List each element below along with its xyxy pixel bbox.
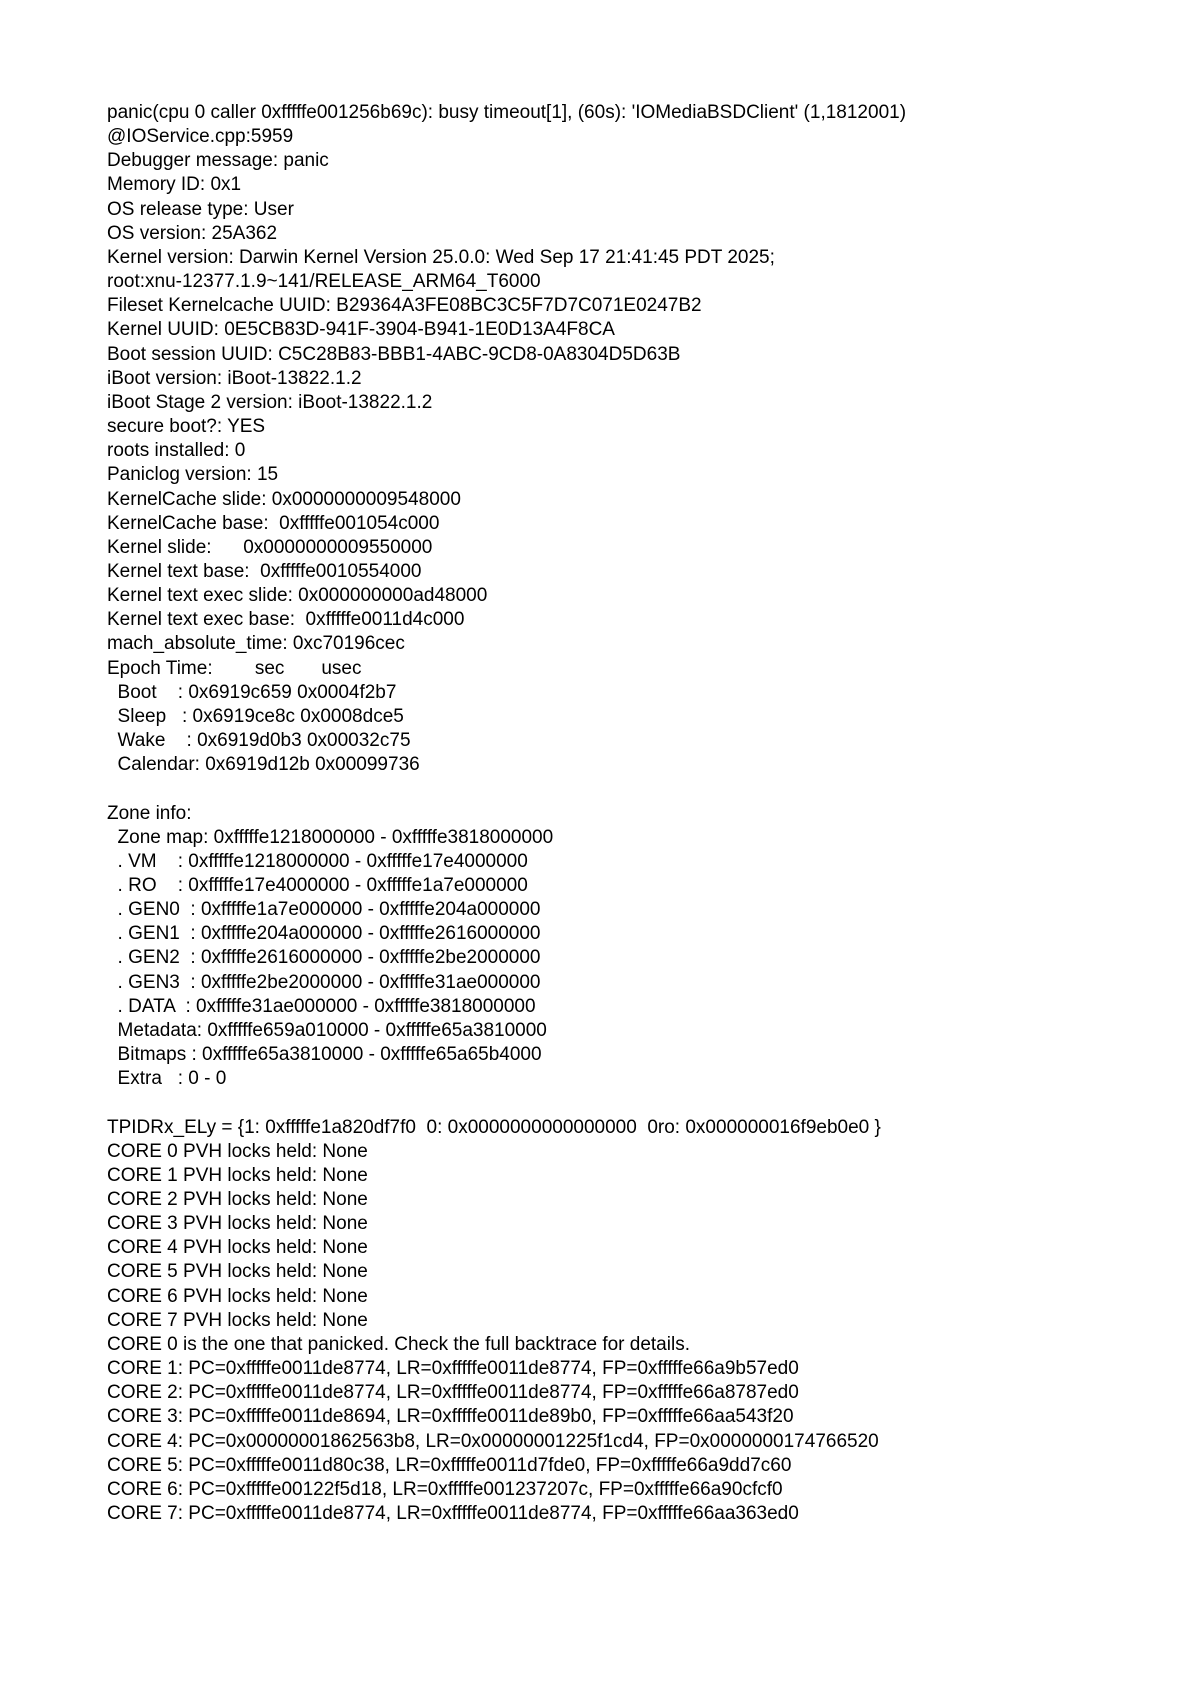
log-line: CORE 4 PVH locks held: None xyxy=(107,1237,368,1259)
log-line: @IOService.cpp:5959 xyxy=(107,126,294,148)
log-line xyxy=(107,1091,1160,1115)
log-line: CORE 2 PVH locks held: None xyxy=(107,1189,368,1210)
log-line: OS version: 25A362 xyxy=(107,222,278,244)
log-line: . GEN0 : 0xfffffe1a7e000000 - 0xfffffe204a000000 xyxy=(107,899,541,921)
log-line: iBoot Stage 2 version: iBoot-13822.1.2 xyxy=(107,391,433,413)
log-line xyxy=(107,777,1160,801)
log-line: CORE 5: PC=0xfffffe0011d80c38, LR=0xfffffe0011d7fde0, FP=0xfffffe66a9dd7c60 xyxy=(107,1454,792,1476)
log-line: Kernel text exec base: 0xfffffe0011d4c000 xyxy=(107,609,465,631)
log-line: secure boot?: YES xyxy=(107,416,266,438)
log-line: CORE 1 PVH locks held: None xyxy=(107,1164,368,1186)
log-line: root:xnu-12377.1.9~141/RELEASE_ARM64_T6000 xyxy=(107,271,541,293)
log-line: Kernel version: Darwin Kernel Version 25.0.0: Wed Sep 17 21:41:45 PDT 2025; xyxy=(107,246,775,268)
log-line: Calendar: 0x6919d12b 0x00099736 xyxy=(107,754,420,776)
log-line: TPIDRx_ELy = {1: 0xfffffe1a820df7f0 0: 0x0000000000000000 0ro: 0x000000016f9eb0e0 } xyxy=(107,1116,881,1138)
log-line: KernelCache base: 0xfffffe001054c000 xyxy=(107,512,440,534)
log-line: Paniclog version: 15 xyxy=(107,464,279,486)
log-line: CORE 7 PVH locks held: None xyxy=(107,1309,368,1331)
log-line: CORE 0 is the one that panicked. Check the full backtrace for details. xyxy=(107,1333,690,1355)
log-line: Boot session UUID: C5C28B83-BBB1-4ABC-9CD8-0A8304D5D63B xyxy=(107,343,681,365)
log-line: CORE 5 PVH locks held: None xyxy=(107,1261,368,1283)
log-line: Bitmaps : 0xfffffe65a3810000 - 0xfffffe65a65b4000 xyxy=(107,1044,542,1066)
log-line: Zone info: xyxy=(107,802,192,824)
log-line: CORE 0 PVH locks held: None xyxy=(107,1140,368,1162)
log-line: mach_absolute_time: 0xc70196cec xyxy=(107,633,405,655)
log-line: OS release type: User xyxy=(107,198,294,220)
log-line: Memory ID: 0x1 xyxy=(107,174,242,196)
log-line: CORE 3: PC=0xfffffe0011de8694, LR=0xfffffe0011de89b0, FP=0xfffffe66aa543f20 xyxy=(107,1406,794,1428)
log-line: Extra : 0 - 0 xyxy=(107,1068,227,1090)
log-line: CORE 1: PC=0xfffffe0011de8774, LR=0xfffffe0011de8774, FP=0xfffffe66a9b57ed0 xyxy=(107,1358,799,1380)
log-line: . RO : 0xfffffe17e4000000 - 0xfffffe1a7e000000 xyxy=(107,874,528,896)
log-line: KernelCache slide: 0x0000000009548000 xyxy=(107,488,461,510)
log-line: Kernel text exec slide: 0x000000000ad48000 xyxy=(107,585,488,607)
log-line: CORE 2: PC=0xfffffe0011de8774, LR=0xfffffe0011de8774, FP=0xfffffe66a8787ed0 xyxy=(107,1382,799,1404)
log-line: Kernel slide: 0x0000000009550000 xyxy=(107,536,433,558)
log-line: CORE 6 PVH locks held: None xyxy=(107,1285,368,1307)
log-line: Epoch Time: sec usec xyxy=(107,657,362,679)
log-line: Debugger message: panic xyxy=(107,150,329,172)
log-line: Kernel UUID: 0E5CB83D-941F-3904-B941-1E0D13A4F8CA xyxy=(107,319,615,341)
log-line: roots installed: 0 xyxy=(107,440,246,462)
log-line: CORE 7: PC=0xfffffe0011de8774, LR=0xfffffe0011de8774, FP=0xfffffe66aa363ed0 xyxy=(107,1503,799,1525)
log-line: . GEN2 : 0xfffffe2616000000 - 0xfffffe2be2000000 xyxy=(107,947,541,969)
log-line: . GEN3 : 0xfffffe2be2000000 - 0xfffffe31ae000000 xyxy=(107,971,541,993)
log-line: . GEN1 : 0xfffffe204a000000 - 0xfffffe2616000000 xyxy=(107,923,541,945)
log-line: CORE 3 PVH locks held: None xyxy=(107,1213,368,1235)
log-line: panic(cpu 0 caller 0xfffffe001256b69c): busy timeout[1], (60s): 'IOMediaBSDClient' (1,1812001) xyxy=(107,102,907,123)
log-line: Wake : 0x6919d0b3 0x00032c75 xyxy=(107,730,411,752)
log-line: Metadata: 0xfffffe659a010000 - 0xfffffe65a3810000 xyxy=(107,1019,547,1041)
log-line: iBoot version: iBoot-13822.1.2 xyxy=(107,367,362,389)
log-line: CORE 4: PC=0x00000001862563b8, LR=0x00000001225f1cd4, FP=0x0000000174766520 xyxy=(107,1430,879,1452)
log-line: Fileset Kernelcache UUID: B29364A3FE08BC3C5F7D7C071E0247B2 xyxy=(107,295,702,317)
log-line: Boot : 0x6919c659 0x0004f2b7 xyxy=(107,681,397,703)
log-line: Zone map: 0xfffffe1218000000 - 0xfffffe3818000000 xyxy=(107,826,554,848)
log-line: Kernel text base: 0xfffffe0010554000 xyxy=(107,560,422,582)
log-line: CORE 6: PC=0xfffffe00122f5d18, LR=0xfffffe001237207c, FP=0xfffffe66a90cfcf0 xyxy=(107,1478,783,1500)
log-line: . VM : 0xfffffe1218000000 - 0xfffffe17e4000000 xyxy=(107,850,528,872)
panic-log-text xyxy=(107,101,1160,1526)
log-line: Sleep : 0x6919ce8c 0x0008dce5 xyxy=(107,705,404,727)
log-line: . DATA : 0xfffffe31ae000000 - 0xfffffe3818000000 xyxy=(107,995,536,1017)
